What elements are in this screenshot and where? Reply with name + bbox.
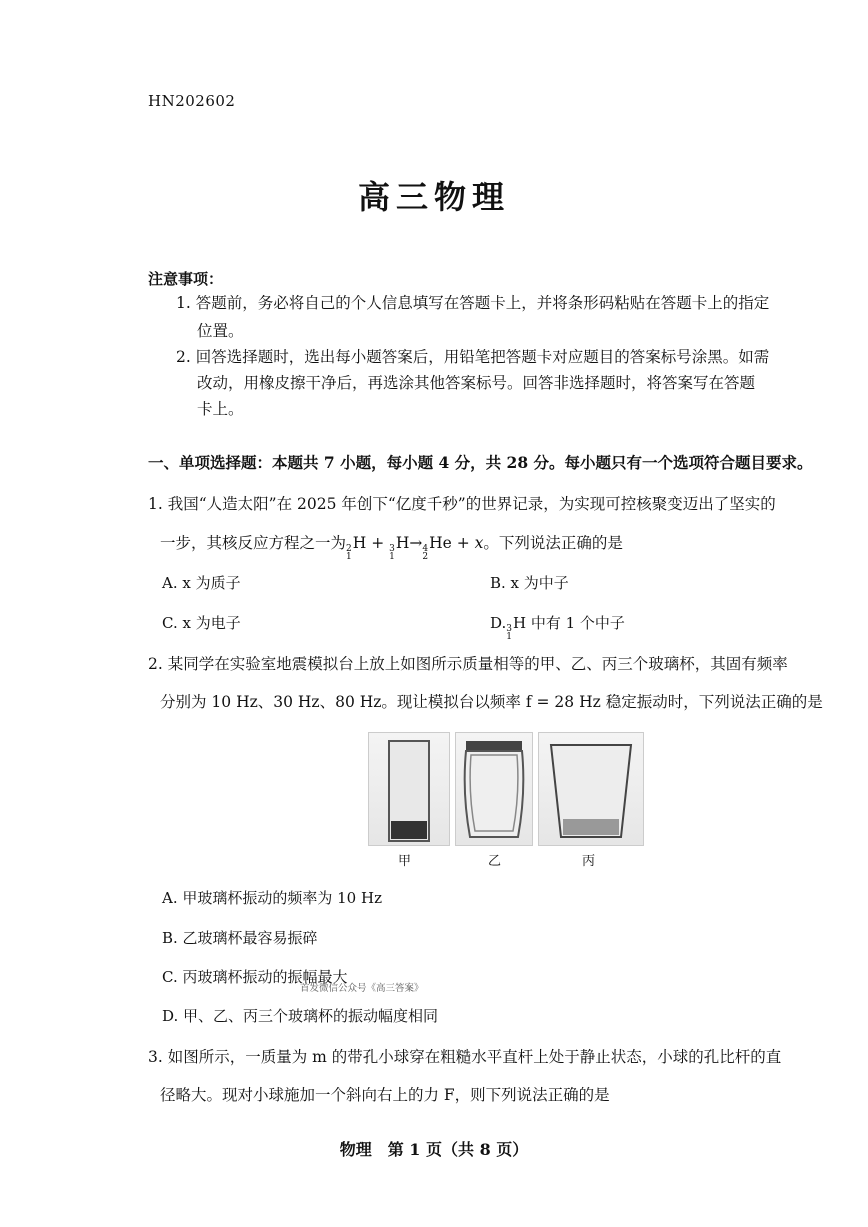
q2-option-a: A. 甲玻璃杯振动的频率为 10 Hz [162, 889, 382, 907]
q1-option-b: B. x 为中子 [490, 574, 569, 592]
q1-line1: 1. 我国“人造太阳”在 2025 年创下“亿度千秒”的世界记录，为实现可控核聚变迈出了坚实的 [148, 495, 776, 513]
q2-option-b: B. 乙玻璃杯最容易振碎 [162, 929, 318, 947]
caption-bing: 丙 [582, 854, 596, 869]
q1-option-c: C. x 为电子 [162, 614, 241, 632]
q2-option-d: D. 甲、乙、丙三个玻璃杯的振动幅度相同 [162, 1007, 439, 1025]
q1-option-d: D. 3 1 H 中有 1 个中子 [490, 614, 625, 642]
glass-bing-image [538, 732, 644, 846]
q1-option-a: A. x 为质子 [162, 574, 241, 592]
glass-yi-image [455, 732, 533, 846]
watermark: 首发微信公众号《高三答案》 [300, 983, 424, 994]
caption-jia: 甲 [398, 854, 412, 869]
q1-line2-pre: 一步，其核反应方程之一为 [160, 534, 347, 552]
caption-yi: 乙 [488, 854, 502, 869]
glass-jia-image [368, 732, 450, 846]
notice-item-2-line2: 改动，用橡皮擦干净后，再选涂其他答案标号。回答非选择题时，将答案写在答题 [197, 374, 756, 392]
q1-line2 [160, 531, 623, 561]
document-code: HN202602 [148, 92, 236, 110]
q3-line2: 径略大。现对小球施加一个斜向右上的力 F，则下列说法正确的是 [160, 1086, 610, 1104]
notice-heading: 注意事项： [148, 270, 224, 288]
reaction-equation: 2 1 H + 3 1 H→ 4 2 He + x [346, 534, 484, 562]
notice-item-2-line1: 2. 回答选择题时，选出每小题答案后，用铅笔把答题卡对应题目的答案标号涂黑。如需 [176, 348, 770, 366]
q2-option-c: C. 丙玻璃杯振动的振幅最大 [162, 968, 348, 986]
page-title: 高三物理 [357, 178, 510, 216]
q3-line1: 3. 如图所示，一质量为 m 的带孔小球穿在粗糙水平直杆上处于静止状态，小球的孔比杆的直 [148, 1048, 782, 1066]
notice-item-1-line2: 位置。 [197, 322, 244, 340]
q2-line1: 2. 某同学在实验室地震模拟台上放上如图所示质量相等的甲、乙、丙三个玻璃杯，其固有频率 [148, 655, 788, 673]
page-footer: 物理 第 1 页（共 8 页） [339, 1140, 529, 1159]
q2-line2: 分别为 10 Hz、30 Hz、80 Hz。现让模拟台以频率 f = 28 Hz 稳定振动时，下列说法正确的是 [160, 693, 823, 711]
notice-item-1-line1: 1. 答题前，务必将自己的个人信息填写在答题卡上，并将条形码粘贴在答题卡上的指定 [176, 294, 770, 312]
section-heading: 一、单项选择题：本题共 7 小题，每小题 4 分，共 28 分。每小题只有一个选项符合题目要求。 [148, 453, 813, 472]
q1-option-d-text: H 中有 1 个中子 [513, 614, 625, 632]
notice-item-2-line3: 卡上。 [197, 400, 244, 418]
q1-option-d-label: D. [490, 614, 507, 632]
q1-line2-post: 。下列说法正确的是 [483, 534, 623, 552]
